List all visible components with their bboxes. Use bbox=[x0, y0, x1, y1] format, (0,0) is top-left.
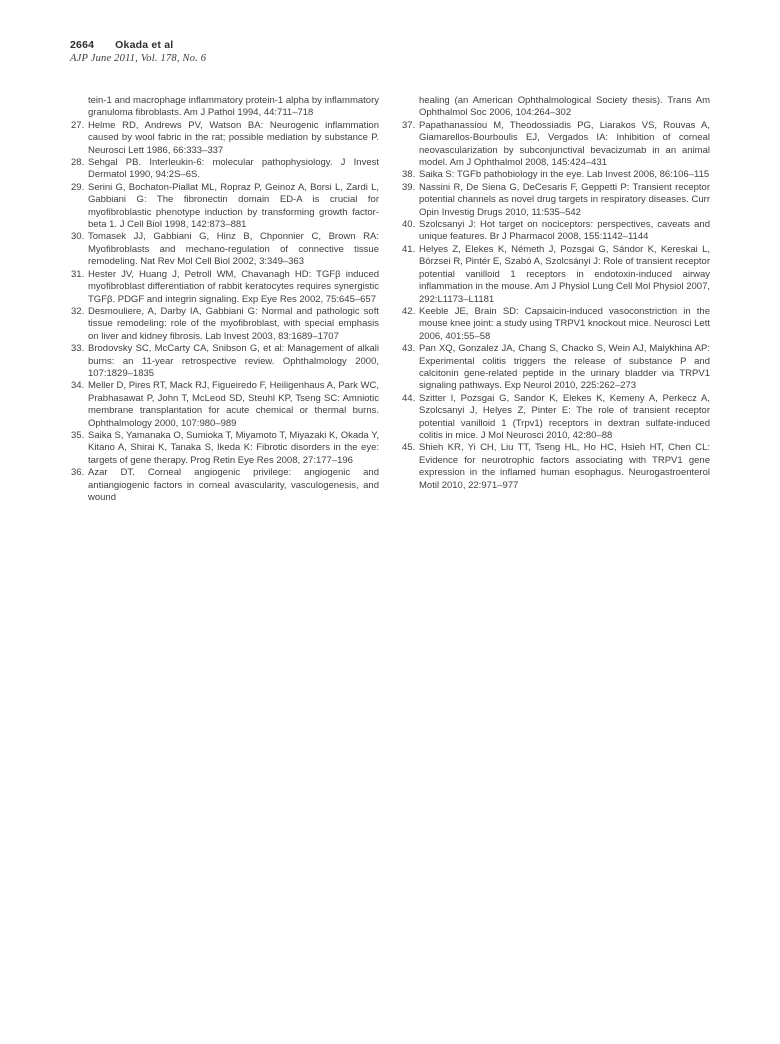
reference-number: 35. bbox=[71, 429, 85, 441]
reference-text: Helyes Z, Elekes K, Németh J, Pozsgai G, Sándor K, Kereskai L, Börzsei R, Pintér E, Szabó A, Szolcsányi J: Role of transient receptor potential vanilloid 1 receptors in endotoxin-induced airway inflammation in the mouse. Am J Physiol Lung Cell Mol Physiol 2007, 292:L1173–L1181 bbox=[419, 243, 710, 305]
reference-item bbox=[402, 169, 710, 181]
reference-number: 30. bbox=[71, 231, 85, 243]
running-head-authors: Okada et al bbox=[115, 39, 174, 51]
reference-text: Shieh KR, Yi CH, Liu TT, Tseng HL, Ho HC, Hsieh HT, Chen CL: Evidence for neurotrophic factors associating with TRPV1 gene expression in the inflamed human esophagus. Neurogastroenterol Motil 2010, 22:971–977 bbox=[419, 442, 710, 491]
reference-item bbox=[71, 430, 379, 467]
reference-text: Keeble JE, Brain SD: Capsaicin-induced vasoconstriction in the mouse knee joint: a study using TRPV1 knockout mice. Neurosci Lett 2006, 401:55–58 bbox=[419, 305, 710, 342]
reference-number: 36. bbox=[71, 467, 85, 479]
running-head-line bbox=[70, 39, 206, 51]
reference-item bbox=[402, 182, 710, 219]
reference-item bbox=[71, 157, 379, 182]
page-number: 2664 bbox=[70, 39, 95, 51]
reference-text: Nassini R, De Siena G, DeCesaris F, Geppetti P: Transient receptor potential channels as novel drug targets in respiratory diseases. Curr Opin Investig Drugs 2010, 11:535–542 bbox=[419, 181, 710, 218]
reference-number: 42. bbox=[402, 305, 416, 317]
reference-text: Szolcsanyi J: Hot target on nociceptors: perspectives, caveats and unique features. Br J Pharmacol 2008, 155:1142–1144 bbox=[419, 219, 710, 243]
reference-number: 33. bbox=[71, 343, 85, 355]
reference-item bbox=[71, 269, 379, 306]
reference-item bbox=[71, 380, 379, 430]
reference-item bbox=[402, 306, 710, 343]
page-header bbox=[70, 39, 206, 64]
reference-text: Papathanassiou M, Theodossiadis PG, Liarakos VS, Rouvas A, Giamarellos-Bourboulis EJ, Vergados IA: Inhibition of corneal neovascularization by subconjunctival bevacizumab in an animal model. Am J Ophthalmol 2008, 145:424–431 bbox=[419, 119, 710, 169]
reference-number: 29. bbox=[71, 181, 85, 193]
reference-number: 40. bbox=[402, 219, 416, 231]
reference-number: 28. bbox=[71, 157, 85, 169]
references-left-column bbox=[71, 95, 379, 504]
reference-number: 43. bbox=[402, 343, 416, 355]
reference-number: 34. bbox=[71, 380, 85, 392]
reference-continuation: healing (an American Ophthalmological Society thesis). Trans Am Ophthalmol Soc 2006, 104:264–302 bbox=[419, 95, 710, 119]
reference-number: 31. bbox=[71, 268, 85, 280]
reference-item bbox=[402, 442, 710, 492]
reference-item bbox=[71, 231, 379, 268]
reference-number: 41. bbox=[402, 243, 416, 255]
reference-text: Meller D, Pires RT, Mack RJ, Figueiredo F, Heiligenhaus A, Park WC, Prabhasawat P, John T, McLeod SD, Steuhl KP, Tseng SC: Amniotic membrane transplantation for acute chemical or thermal burns. Ophthalmology 2000, 107:980–989 bbox=[88, 380, 379, 429]
reference-item bbox=[402, 219, 710, 244]
reference-text: Saika S, Yamanaka O, Sumioka T, Miyamoto T, Miyazaki K, Okada Y, Kitano A, Shirai K, Tanaka S, Ikeda K: Fibrotic disorders in the eye: targets of gene therapy. Prog Retin Eye Res 2008, 27:177–196 bbox=[88, 429, 379, 466]
reference-list-left bbox=[71, 120, 379, 505]
journal-citation: AJP June 2011, Vol. 178, No. 6 bbox=[70, 53, 207, 64]
reference-text: Serini G, Bochaton-Piallat ML, Ropraz P, Geinoz A, Borsi L, Zardi L, Gabbiani G: The fibronectin domain ED-A is crucial for myofibroblastic phenotype induction by transforming growth factor-beta 1. J Cell Biol 1998, 142:873–881 bbox=[88, 181, 379, 231]
references-section bbox=[71, 95, 710, 504]
reference-item bbox=[402, 244, 710, 306]
reference-item bbox=[71, 182, 379, 232]
reference-number: 32. bbox=[71, 305, 85, 317]
reference-text: Brodovsky SC, McCarty CA, Snibson G, et al: Management of alkali burns: an 11-year retrospective review. Ophthalmology 2000, 107:1829–1835 bbox=[88, 343, 379, 379]
reference-list-right bbox=[402, 120, 710, 492]
reference-number: 37. bbox=[402, 119, 416, 131]
reference-number: 44. bbox=[402, 392, 416, 404]
reference-text: Hester JV, Huang J, Petroll WM, Chavanagh HD: TGFβ induced myofibroblast differentiation of rabbit keratocytes requires synergistic TGFβ. PDGF and integrin signaling. Exp Eye Res 2002, 75:645–657 bbox=[88, 268, 379, 305]
reference-continuation: tein-1 and macrophage inflammatory protein-1 alpha by inflammatory granuloma fibroblasts. Am J Pathol 1994, 44:711–718 bbox=[88, 95, 379, 119]
reference-text: Tomasek JJ, Gabbiani G, Hinz B, Chponnier C, Brown RA: Myofibroblasts and mechano-regulation of connective tissue remodeling. Nat Rev Mol Cell Biol 2002, 3:349–363 bbox=[88, 231, 379, 268]
reference-number: 27. bbox=[71, 119, 85, 131]
reference-number: 39. bbox=[402, 181, 416, 193]
reference-text: Saika S: TGFb pathobiology in the eye. Lab Invest 2006, 86:106–115 bbox=[419, 169, 710, 181]
reference-item bbox=[402, 393, 710, 443]
reference-item bbox=[402, 120, 710, 170]
reference-item bbox=[71, 306, 379, 343]
reference-text: Desmouliere, A, Darby IA, Gabbiani G: Normal and pathologic soft tissue remodeling: role of the myofibroblast, with special emphasis on liver and kidney fibrosis. Lab Invest 2003, 83:1689–1707 bbox=[88, 305, 379, 342]
reference-item bbox=[71, 467, 379, 504]
reference-text: Azar DT. Corneal angiogenic privilege: angiogenic and antiangiogenic factors in corneal avascularity, vasculogenesis, and wound bbox=[88, 467, 379, 503]
reference-text: Szitter I, Pozsgai G, Sandor K, Elekes K, Kemeny A, Perkecz A, Szolcsanyi J, Helyes Z, Pinter E: The role of transient receptor potential vanilloid 1 (Trpv1) receptors in dextran sulfate-induced colitis in mice. J Mol Neurosci 2010, 42:80–88 bbox=[419, 392, 710, 441]
reference-text: Sehgal PB. Interleukin-6: molecular pathophysiology. J Invest Dermatol 1990, 94:2S–6S. bbox=[88, 157, 379, 181]
reference-item bbox=[71, 120, 379, 157]
references-right-column bbox=[402, 95, 710, 504]
reference-item bbox=[71, 343, 379, 380]
reference-text: Pan XQ, Gonzalez JA, Chang S, Chacko S, Wein AJ, Malykhina AP: Experimental colitis triggers the release of substance P and calcitonin gene-related peptide in the urinary bladder via TRPV1 signaling pathways. Exp Neurol 2010, 225:262–273 bbox=[419, 343, 710, 392]
reference-number: 38. bbox=[402, 169, 416, 181]
reference-item bbox=[402, 343, 710, 393]
reference-number: 45. bbox=[402, 442, 416, 454]
reference-text: Helme RD, Andrews PV, Watson BA: Neurogenic inflammation caused by wool fabric in the rat; possible mediation by substance P. Neurosci Lett 1986, 66:333–337 bbox=[88, 119, 379, 156]
